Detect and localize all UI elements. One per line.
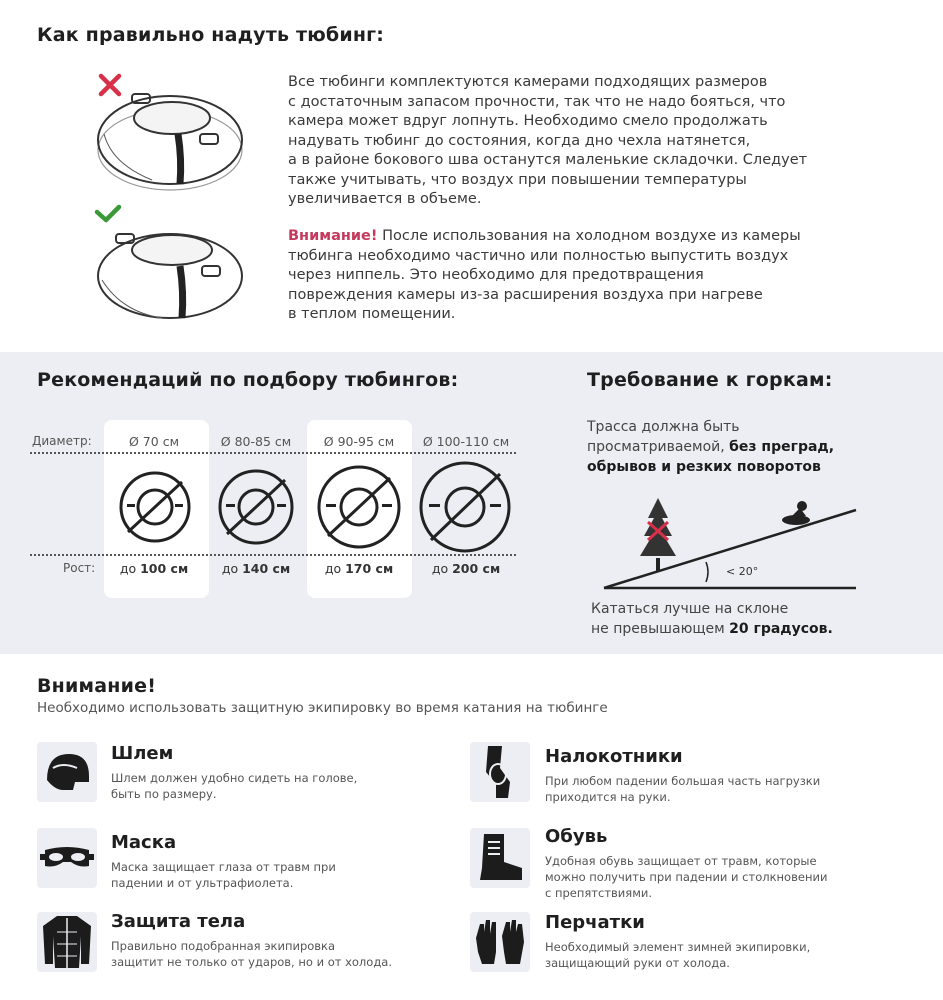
tube-70-icon	[118, 470, 192, 544]
warning-line: повреждения камеры из-за расширения воздуха при нагреве	[288, 286, 763, 303]
size-height: до 200 см	[431, 561, 501, 576]
inflate-line: камера может вдруг лопнуть. Необходимо смело продолжать	[288, 113, 768, 129]
slope-illustration	[600, 490, 862, 596]
overinflated-tube-illustration	[92, 84, 250, 194]
equipment-description: Маска защищает глаза от травм при падении и от ультрафиолета.	[111, 860, 336, 890]
gloves-icon	[470, 912, 530, 972]
tree-icon	[640, 498, 676, 572]
height-row-label: Рост:	[63, 561, 96, 575]
slope-angle-label: < 20°	[726, 565, 759, 578]
slope-title: Требование к горкам:	[587, 369, 833, 391]
boot-icon	[470, 828, 530, 888]
recommend-title: Рекомендаций по подбору тюбингов:	[37, 369, 459, 391]
size-height: до 140 см	[221, 561, 291, 576]
tube-80-icon	[217, 468, 295, 546]
tube-100-icon	[418, 460, 512, 554]
warning-line: через ниппель. Это необходимо для предотвращения	[288, 267, 704, 283]
inflate-line: а в районе бокового шва останутся маленькие складочки. Следует	[288, 152, 808, 168]
equipment-description: При любом падении большая часть нагрузки приходится на руки.	[545, 774, 821, 804]
inflate-line: также учитывать, что воздух при повышении температуры	[288, 171, 747, 188]
jacket-icon	[37, 912, 97, 972]
height-divider	[30, 554, 516, 556]
size-diameter: Ø 90-95 см	[323, 434, 395, 449]
equipment-title: Налокотники	[545, 746, 683, 767]
inflate-line: увеличивается в объеме.	[288, 191, 482, 207]
inflate-paragraph	[288, 73, 908, 210]
size-diameter: Ø 70 см	[129, 434, 179, 449]
slope-description: Трасса должна быть просматриваемой, без преград, обрывов и резких поворотов	[587, 419, 835, 475]
size-diameter: Ø 80-85 см	[220, 434, 292, 449]
warning-line: тюбинга необходимо частично или полностью выпустить воздух	[288, 247, 789, 264]
goggles-icon	[37, 828, 97, 888]
size-diameter: Ø 100-110 см	[422, 434, 510, 449]
inflate-line: с достаточным запасом прочности, так что не надо бояться, что	[288, 93, 786, 110]
warning-label: Внимание!	[288, 228, 378, 244]
tube-90-icon	[316, 464, 402, 550]
attention-subtitle: Необходимо использовать защитную экипировку во время катания на тюбинге	[37, 700, 608, 716]
diameter-divider	[30, 452, 516, 454]
inflate-line: Все тюбинги комплектуются камерами подходящих размеров	[288, 74, 768, 90]
warning-line: в теплом помещении.	[288, 306, 456, 322]
equipment-title: Перчатки	[545, 912, 645, 933]
inflate-line: надувать тюбинг до состояния, когда дно чехла натянется,	[288, 132, 751, 149]
equipment-title: Обувь	[545, 826, 608, 847]
elbow-pads-icon	[470, 742, 530, 802]
slope-bottom-text: Кататься лучше на склоне не превышающем 20 градусов.	[591, 601, 833, 637]
inflated-tube-illustration	[92, 220, 250, 325]
diameter-row-label: Диаметр:	[32, 434, 92, 448]
equipment-description: Правильно подобранная экипировка защитит не только от ударов, но и от холода.	[111, 939, 392, 969]
size-height: до 100 см	[119, 561, 189, 576]
equipment-title: Маска	[111, 832, 177, 853]
warning-line: После использования на холодном воздухе из камеры	[377, 228, 801, 244]
equipment-description: Необходимый элемент зимней экипировки, защищающий руки от холода.	[545, 940, 811, 970]
attention-title: Внимание!	[37, 675, 157, 697]
equipment-description: Удобная обувь защищает от травм, которые можно получить при падении и столкновении с препятствиями.	[545, 854, 828, 900]
inflate-title: Как правильно надуть тюбинг:	[37, 24, 385, 46]
helmet-icon	[37, 742, 97, 802]
equipment-description: Шлем должен удобно сидеть на голове, быть по размеру.	[111, 771, 358, 801]
size-height: до 170 см	[324, 561, 394, 576]
sledder-icon	[782, 501, 810, 525]
equipment-title: Шлем	[111, 743, 174, 764]
inflate-warning	[288, 227, 908, 325]
equipment-title: Защита тела	[111, 911, 246, 932]
